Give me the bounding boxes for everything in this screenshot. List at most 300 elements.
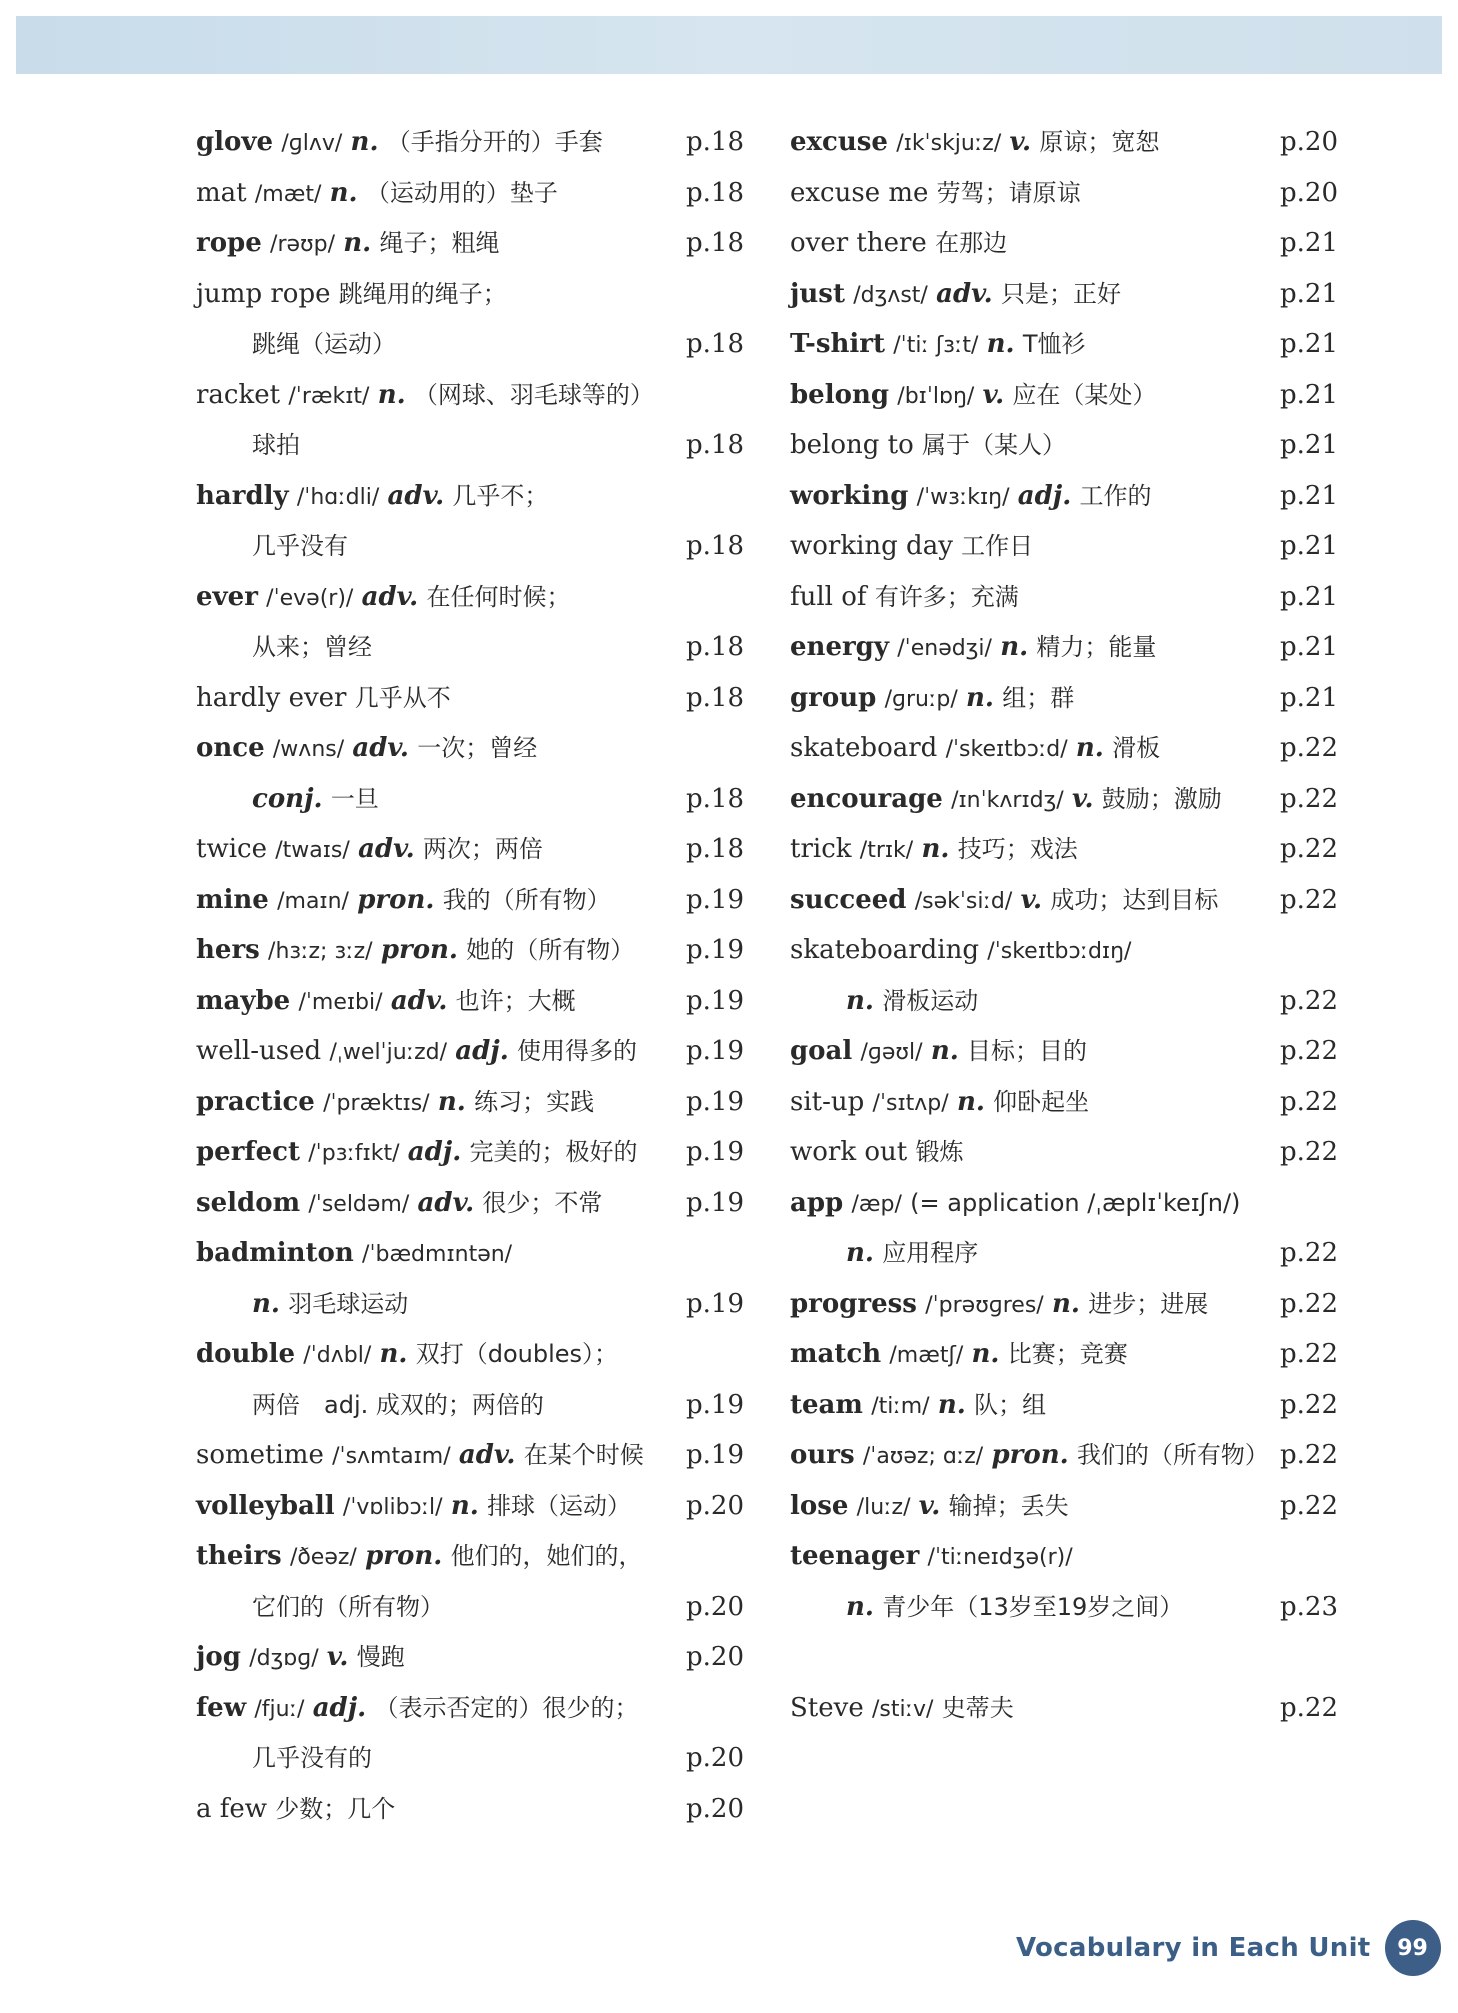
page-reference: p.18 xyxy=(686,177,744,208)
page-reference: p.21 xyxy=(1280,430,1338,460)
part-of-speech: v. xyxy=(918,1490,941,1521)
definition: （表示否定的）很少的； xyxy=(374,1693,639,1722)
definition: 应在（某处） xyxy=(1012,380,1157,409)
vocab-entry xyxy=(196,1077,744,1128)
page-reference: p.19 xyxy=(686,935,744,965)
headword: seldom xyxy=(196,1187,301,1218)
definition: 成功；达到目标 xyxy=(1050,885,1219,914)
vocab-entry xyxy=(196,1228,744,1279)
vocab-entry-text xyxy=(790,1693,1014,1723)
part-of-speech: adj. xyxy=(407,1137,462,1167)
vocab-entry-text xyxy=(196,1238,512,1268)
vocab-entry-text xyxy=(790,784,1222,814)
part-of-speech: adv. xyxy=(390,985,448,1016)
vocab-entry-text xyxy=(196,430,300,460)
page-reference: p.22 xyxy=(1280,1288,1338,1319)
vocab-entry xyxy=(790,1329,1338,1380)
headword: just xyxy=(790,278,845,309)
definition: 两次；两倍 xyxy=(422,835,543,863)
part-of-speech: n. xyxy=(846,1238,874,1268)
definition: 几乎从不 xyxy=(354,683,451,712)
vocab-entry xyxy=(196,420,744,471)
phonetic: /hɜːz; ɜːz/ xyxy=(268,939,373,964)
definition: 工作日 xyxy=(961,532,1034,560)
vocab-entry xyxy=(790,420,1338,471)
vocab-entry-text xyxy=(790,127,1159,157)
definition: T恤衫 xyxy=(1022,330,1086,358)
vocab-entry xyxy=(790,1026,1338,1077)
vocab-entry-text xyxy=(790,1036,1087,1066)
part-of-speech: n. xyxy=(329,177,358,208)
headword: once xyxy=(196,733,265,763)
vocab-entry-text xyxy=(196,329,396,359)
vocab-entry-text xyxy=(790,1491,1069,1521)
phonetic: /ˈrækɪt/ xyxy=(288,383,370,409)
vocab-entry-text xyxy=(196,1390,544,1420)
vocab-entry xyxy=(196,1481,744,1532)
page-reference: p.19 xyxy=(686,1389,744,1420)
definition: 排球（运动） xyxy=(487,1491,632,1520)
definition: 工作的 xyxy=(1079,481,1152,510)
page-reference: p.21 xyxy=(1280,329,1338,359)
part-of-speech: adj. xyxy=(1017,480,1072,511)
vocab-entry xyxy=(790,319,1338,370)
part-of-speech: adv. xyxy=(936,278,993,309)
phonetic: /ˈsɪtʌp/ xyxy=(872,1090,949,1116)
page-reference: p.20 xyxy=(1280,177,1338,208)
headword: goal xyxy=(790,1036,853,1066)
vocab-entry-text xyxy=(196,1642,405,1672)
vocab-entry xyxy=(790,1127,1338,1178)
vocab-entry-text xyxy=(196,1541,643,1571)
page-reference: p.18 xyxy=(686,430,744,460)
definition: 在任何时候； xyxy=(426,582,571,611)
page-reference: p.21 xyxy=(1280,480,1338,511)
definition: 几乎不； xyxy=(452,481,549,510)
vocab-entry-text xyxy=(790,430,1066,460)
page-reference: p.20 xyxy=(686,1642,744,1672)
part-of-speech: adj. xyxy=(455,1036,509,1066)
vocab-entry-text xyxy=(196,127,603,157)
phonetic: /ˈvɒlibɔːl/ xyxy=(342,1494,443,1520)
part-of-speech: n. xyxy=(986,329,1015,359)
page-reference: p.19 xyxy=(686,1288,744,1319)
vocab-entry xyxy=(196,1026,744,1077)
phonetic: /ɡlʌv/ xyxy=(281,131,343,156)
vocab-entry-text xyxy=(790,481,1152,511)
vocab-entry-text xyxy=(790,380,1156,410)
vocab-entry-text xyxy=(790,935,1131,965)
headword: full of xyxy=(790,581,867,612)
phonetic: /ɡəʊl/ xyxy=(860,1040,923,1065)
vocab-entry-text xyxy=(196,1693,638,1723)
definition: 一次；曾经 xyxy=(417,734,538,762)
vocab-entry xyxy=(790,925,1338,976)
vocab-entry-text xyxy=(196,582,570,612)
vocab-entry xyxy=(196,673,744,724)
phonetic: /ˈpræktɪs/ xyxy=(323,1090,430,1116)
page-reference: p.20 xyxy=(686,1793,744,1824)
vocab-entry-text xyxy=(196,178,558,208)
phonetic: /bɪˈlɒŋ/ xyxy=(897,383,975,409)
page-reference: p.21 xyxy=(1280,531,1338,561)
headword: encourage xyxy=(790,783,943,814)
part-of-speech: n. xyxy=(956,1086,985,1117)
definition: 比赛；竞赛 xyxy=(1007,1340,1128,1368)
vocab-entry xyxy=(790,1582,1338,1633)
phonetic: /ˈtiːneɪdʒə(r)/ xyxy=(927,1545,1073,1570)
vocab-entry-text xyxy=(790,1390,1046,1420)
page-reference: p.19 xyxy=(686,1137,744,1167)
vocab-entry xyxy=(196,1279,744,1330)
definition: 精力；能量 xyxy=(1036,633,1157,661)
definition: 绳子；粗绳 xyxy=(379,229,500,257)
headword: working day xyxy=(790,531,953,561)
phonetic: /ˈprəʊɡres/ xyxy=(925,1292,1044,1318)
vocab-entry-text xyxy=(790,1087,1089,1117)
headword: lose xyxy=(790,1490,849,1521)
headword: trick xyxy=(790,834,852,864)
phonetic: /ˈdʌbl/ xyxy=(303,1343,372,1368)
headword: hers xyxy=(196,935,260,965)
headword: progress xyxy=(790,1288,917,1319)
definition: 羽毛球运动 xyxy=(288,1289,409,1318)
headword: app xyxy=(790,1187,844,1218)
vocab-entry xyxy=(790,622,1338,673)
page-reference: p.22 xyxy=(1280,1440,1338,1470)
vocab-entry xyxy=(790,1683,1338,1734)
vocab-entry xyxy=(196,218,744,269)
definition: 锻炼 xyxy=(915,1138,964,1166)
vocab-entry-text xyxy=(196,834,543,864)
headword: practice xyxy=(196,1086,315,1117)
definition: 技巧；戏法 xyxy=(957,835,1078,863)
headword: jog xyxy=(196,1642,241,1672)
vocab-entry-text xyxy=(790,986,978,1016)
vocab-entry-text xyxy=(196,1137,638,1167)
headword: hardly xyxy=(196,480,289,511)
page-reference: p.23 xyxy=(1280,1591,1338,1622)
definition: 从来；曾经 xyxy=(252,633,372,661)
vocab-entry-text xyxy=(790,1592,1183,1622)
phonetic: /ˈsʌmtaɪm/ xyxy=(332,1444,451,1469)
definition: 滑板运动 xyxy=(882,986,979,1015)
vocab-entry xyxy=(196,117,744,168)
vocab-entry xyxy=(196,1683,744,1734)
headword: hardly ever xyxy=(196,682,347,713)
headword: teenager xyxy=(790,1541,920,1571)
vocab-entry-text xyxy=(196,1036,637,1066)
headword: volleyball xyxy=(196,1490,335,1521)
headword: match xyxy=(790,1339,882,1369)
vocab-entry-text xyxy=(196,935,634,965)
definition: （手指分开的）手套 xyxy=(386,128,603,156)
vocab-entry xyxy=(790,976,1338,1027)
headword: belong xyxy=(790,379,890,410)
part-of-speech: n. xyxy=(1000,632,1029,662)
headword: racket xyxy=(196,379,281,410)
headword: rope xyxy=(196,228,262,258)
headword: Steve xyxy=(790,1692,864,1723)
vocab-entry xyxy=(790,218,1338,269)
vocab-entry-text xyxy=(196,279,507,309)
page-reference: p.22 xyxy=(1280,733,1338,763)
vocab-entry xyxy=(790,1632,1338,1683)
phonetic: /ɪnˈkʌrɪdʒ/ xyxy=(951,787,1064,813)
phonetic: /rəʊp/ xyxy=(270,232,335,257)
headword: well-used xyxy=(196,1036,322,1066)
part-of-speech: n. xyxy=(350,127,379,157)
phonetic: /maɪn/ xyxy=(277,888,349,914)
headword: glove xyxy=(196,127,274,157)
headword: belong to xyxy=(790,430,914,460)
vocab-entry-text xyxy=(790,1440,1269,1470)
phonetic: /ɡruːp/ xyxy=(884,686,958,712)
part-of-speech: v. xyxy=(1071,783,1094,814)
vocab-entry-text xyxy=(196,1491,631,1521)
definition: 完美的；极好的 xyxy=(469,1138,638,1166)
phonetic: /ˈskeɪtbɔːd/ xyxy=(945,737,1068,762)
vocab-entry xyxy=(196,1784,744,1835)
page-reference: p.22 xyxy=(1280,884,1338,915)
headword: theirs xyxy=(196,1541,282,1571)
headword: sit-up xyxy=(790,1086,865,1117)
vocab-entry xyxy=(790,673,1338,724)
headword: few xyxy=(196,1692,247,1723)
headword: energy xyxy=(790,632,889,662)
headword: work out xyxy=(790,1137,908,1167)
definition: 有许多；充满 xyxy=(874,582,1019,611)
headword: working xyxy=(790,480,909,511)
vocabulary-column-left xyxy=(196,117,744,1834)
definition: 练习；实践 xyxy=(474,1087,595,1116)
page-reference: p.22 xyxy=(1280,1490,1338,1521)
vocab-entry xyxy=(790,1481,1338,1532)
headword: twice xyxy=(196,834,267,864)
vocab-entry-text xyxy=(196,531,348,561)
vocab-entry-text xyxy=(790,1188,1240,1218)
vocab-entry xyxy=(790,370,1338,421)
vocab-entry xyxy=(196,875,744,926)
vocab-entry xyxy=(790,117,1338,168)
headword: double xyxy=(196,1339,296,1369)
page-reference: p.20 xyxy=(686,1490,744,1521)
vocab-entry-text xyxy=(790,1289,1208,1319)
definition: 劳驾；请原谅 xyxy=(936,178,1081,207)
vocab-entry-text xyxy=(196,1794,395,1824)
vocab-entry xyxy=(196,1430,744,1481)
vocab-entry xyxy=(790,1531,1338,1582)
vocab-entry xyxy=(790,774,1338,825)
headword: T-shirt xyxy=(790,329,885,359)
page-reference: p.22 xyxy=(1280,1238,1338,1268)
page-reference: p.21 xyxy=(1280,228,1338,258)
definition: 双打（doubles）； xyxy=(415,1340,619,1368)
headword: team xyxy=(790,1389,863,1420)
phonetic: /ˈenədʒi/ xyxy=(897,636,992,661)
phonetic: /stiːv/ xyxy=(872,1696,934,1722)
part-of-speech: n. xyxy=(966,682,994,713)
phonetic: /ˈskeɪtbɔːdɪŋ/ xyxy=(987,939,1132,964)
page-reference: p.22 xyxy=(1280,1339,1338,1369)
definition: 仰卧起坐 xyxy=(993,1087,1090,1116)
page-footer xyxy=(1016,1920,1441,1976)
vocab-entry xyxy=(196,572,744,623)
part-of-speech: n. xyxy=(921,834,950,864)
definition: 他们的，她们的， xyxy=(450,1542,643,1570)
definition: （网球、羽毛球等的） xyxy=(413,380,654,409)
page-reference: p.20 xyxy=(686,1591,744,1622)
headword: excuse me xyxy=(790,177,929,208)
vocab-entry-text xyxy=(196,1440,644,1470)
definition: 它们的（所有物） xyxy=(252,1592,444,1621)
definition: 属于（某人） xyxy=(922,431,1067,459)
definition: 也许；大概 xyxy=(455,986,576,1015)
vocab-entry-text xyxy=(196,683,451,713)
definition: 原谅；宽恕 xyxy=(1039,128,1160,156)
phonetic: /mæt/ xyxy=(254,181,322,207)
phonetic: /ˈpɜːfɪkt/ xyxy=(308,1141,400,1166)
page-reference: p.19 xyxy=(686,985,744,1016)
part-of-speech: v. xyxy=(982,379,1005,410)
definition: 进步；进展 xyxy=(1088,1289,1209,1318)
part-of-speech: n. xyxy=(971,1339,1000,1369)
vocab-entry-text xyxy=(790,329,1086,359)
phonetic: /ðeəz/ xyxy=(289,1545,357,1570)
page-reference: p.18 xyxy=(686,834,744,864)
vocab-entry xyxy=(196,168,744,219)
page-reference: p.18 xyxy=(686,682,744,713)
page-reference: p.21 xyxy=(1280,682,1338,713)
phonetic: /ɪkˈskjuːz/ xyxy=(896,131,1002,156)
page-reference: p.18 xyxy=(686,329,744,359)
vocab-entry xyxy=(790,572,1338,623)
vocab-entry-text xyxy=(790,1137,963,1167)
headword: sometime xyxy=(196,1440,324,1470)
vocab-entry xyxy=(790,1178,1338,1229)
vocab-entry xyxy=(196,521,744,572)
phonetic: /ˌwelˈjuːzd/ xyxy=(329,1040,447,1065)
headword: skateboard xyxy=(790,733,938,763)
definition: 我们的（所有物） xyxy=(1076,1441,1269,1469)
vocab-entry-text xyxy=(196,1087,594,1117)
vocab-entry xyxy=(790,875,1338,926)
definition: 跳绳（运动） xyxy=(252,330,396,358)
vocab-entry-text xyxy=(196,1289,408,1319)
phonetic: /ˈaʊəz; ɑːz/ xyxy=(862,1444,984,1469)
headword: mine xyxy=(196,884,269,915)
page-reference: p.22 xyxy=(1280,1389,1338,1420)
definition: (= application /ˌæplɪˈkeɪʃn/) xyxy=(910,1188,1241,1217)
page-reference: p.20 xyxy=(1280,127,1338,157)
headword: mat xyxy=(196,177,247,208)
headword: maybe xyxy=(196,985,291,1016)
part-of-speech: adj. xyxy=(312,1692,367,1723)
vocab-entry-text xyxy=(196,228,500,258)
definition: 慢跑 xyxy=(356,1643,405,1671)
vocab-entry xyxy=(196,471,744,522)
phonetic: /twaɪs/ xyxy=(275,838,350,863)
page-reference: p.18 xyxy=(686,632,744,662)
page-reference: p.19 xyxy=(686,1086,744,1117)
phonetic: /dʒʌst/ xyxy=(853,282,928,308)
definition: 两倍 adj. 成双的；两倍的 xyxy=(252,1390,544,1419)
part-of-speech: n. xyxy=(450,1490,479,1521)
page-reference: p.18 xyxy=(686,783,744,814)
part-of-speech: n. xyxy=(377,379,406,410)
vocab-entry xyxy=(790,1380,1338,1431)
vocab-entry xyxy=(196,269,744,320)
definition: 目标；目的 xyxy=(967,1037,1088,1065)
part-of-speech: conj. xyxy=(252,783,323,814)
page-reference: p.18 xyxy=(686,228,744,258)
vocab-entry xyxy=(790,1279,1338,1330)
part-of-speech: adv. xyxy=(458,1440,516,1470)
headword: excuse xyxy=(790,127,888,157)
vocab-entry xyxy=(790,168,1338,219)
phonetic: /trɪk/ xyxy=(859,838,914,863)
page-reference: p.22 xyxy=(1280,1036,1338,1066)
headword: badminton xyxy=(196,1238,354,1268)
vocab-entry-text xyxy=(790,531,1033,561)
part-of-speech: n. xyxy=(937,1389,966,1420)
headword: skateboarding xyxy=(790,935,980,965)
page-reference: p.19 xyxy=(686,1187,744,1218)
definition: 在那边 xyxy=(935,229,1008,257)
vocab-entry xyxy=(790,521,1338,572)
vocab-entry-text xyxy=(790,228,1007,258)
page-reference: p.21 xyxy=(1280,379,1338,410)
vocab-entry-text xyxy=(196,380,654,410)
headword: perfect xyxy=(196,1137,300,1167)
vocab-entry xyxy=(196,370,744,421)
definition: 几乎没有的 xyxy=(252,1744,372,1772)
vocab-entry-text xyxy=(790,1541,1073,1571)
vocab-entry xyxy=(790,1430,1338,1481)
part-of-speech: adv. xyxy=(361,581,419,612)
part-of-speech: n. xyxy=(1075,733,1104,763)
headword: jump rope xyxy=(196,278,331,309)
vocab-entry xyxy=(196,1329,744,1380)
part-of-speech: n. xyxy=(930,1036,959,1066)
phonetic: /luːz/ xyxy=(856,1494,911,1520)
vocab-entry xyxy=(790,471,1338,522)
vocab-entry-text xyxy=(196,784,379,814)
definition: 应用程序 xyxy=(882,1239,979,1267)
definition: 她的（所有物） xyxy=(466,936,635,964)
vocab-entry xyxy=(196,976,744,1027)
part-of-speech: n. xyxy=(1051,1288,1080,1319)
vocab-entry-text xyxy=(790,733,1160,763)
phonetic: /ˈbædmɪntən/ xyxy=(362,1242,513,1267)
page-reference: p.18 xyxy=(686,127,744,157)
definition: 一旦 xyxy=(330,784,379,813)
vocab-entry xyxy=(790,824,1338,875)
vocab-entry-text xyxy=(196,1743,372,1773)
vocab-entry-text xyxy=(196,1592,444,1622)
page-reference: p.22 xyxy=(1280,783,1338,814)
vocab-entry xyxy=(196,1380,744,1431)
phonetic: /ˈevə(r)/ xyxy=(266,585,354,611)
vocab-entry xyxy=(196,723,744,774)
page-reference: p.19 xyxy=(686,1036,744,1066)
vocab-entry xyxy=(196,925,744,976)
phonetic: /fjuː/ xyxy=(254,1696,305,1722)
vocab-entry xyxy=(790,1228,1338,1279)
page-reference: p.22 xyxy=(1280,834,1338,864)
definition: 很少；不常 xyxy=(482,1188,603,1217)
part-of-speech: adv. xyxy=(387,480,445,511)
